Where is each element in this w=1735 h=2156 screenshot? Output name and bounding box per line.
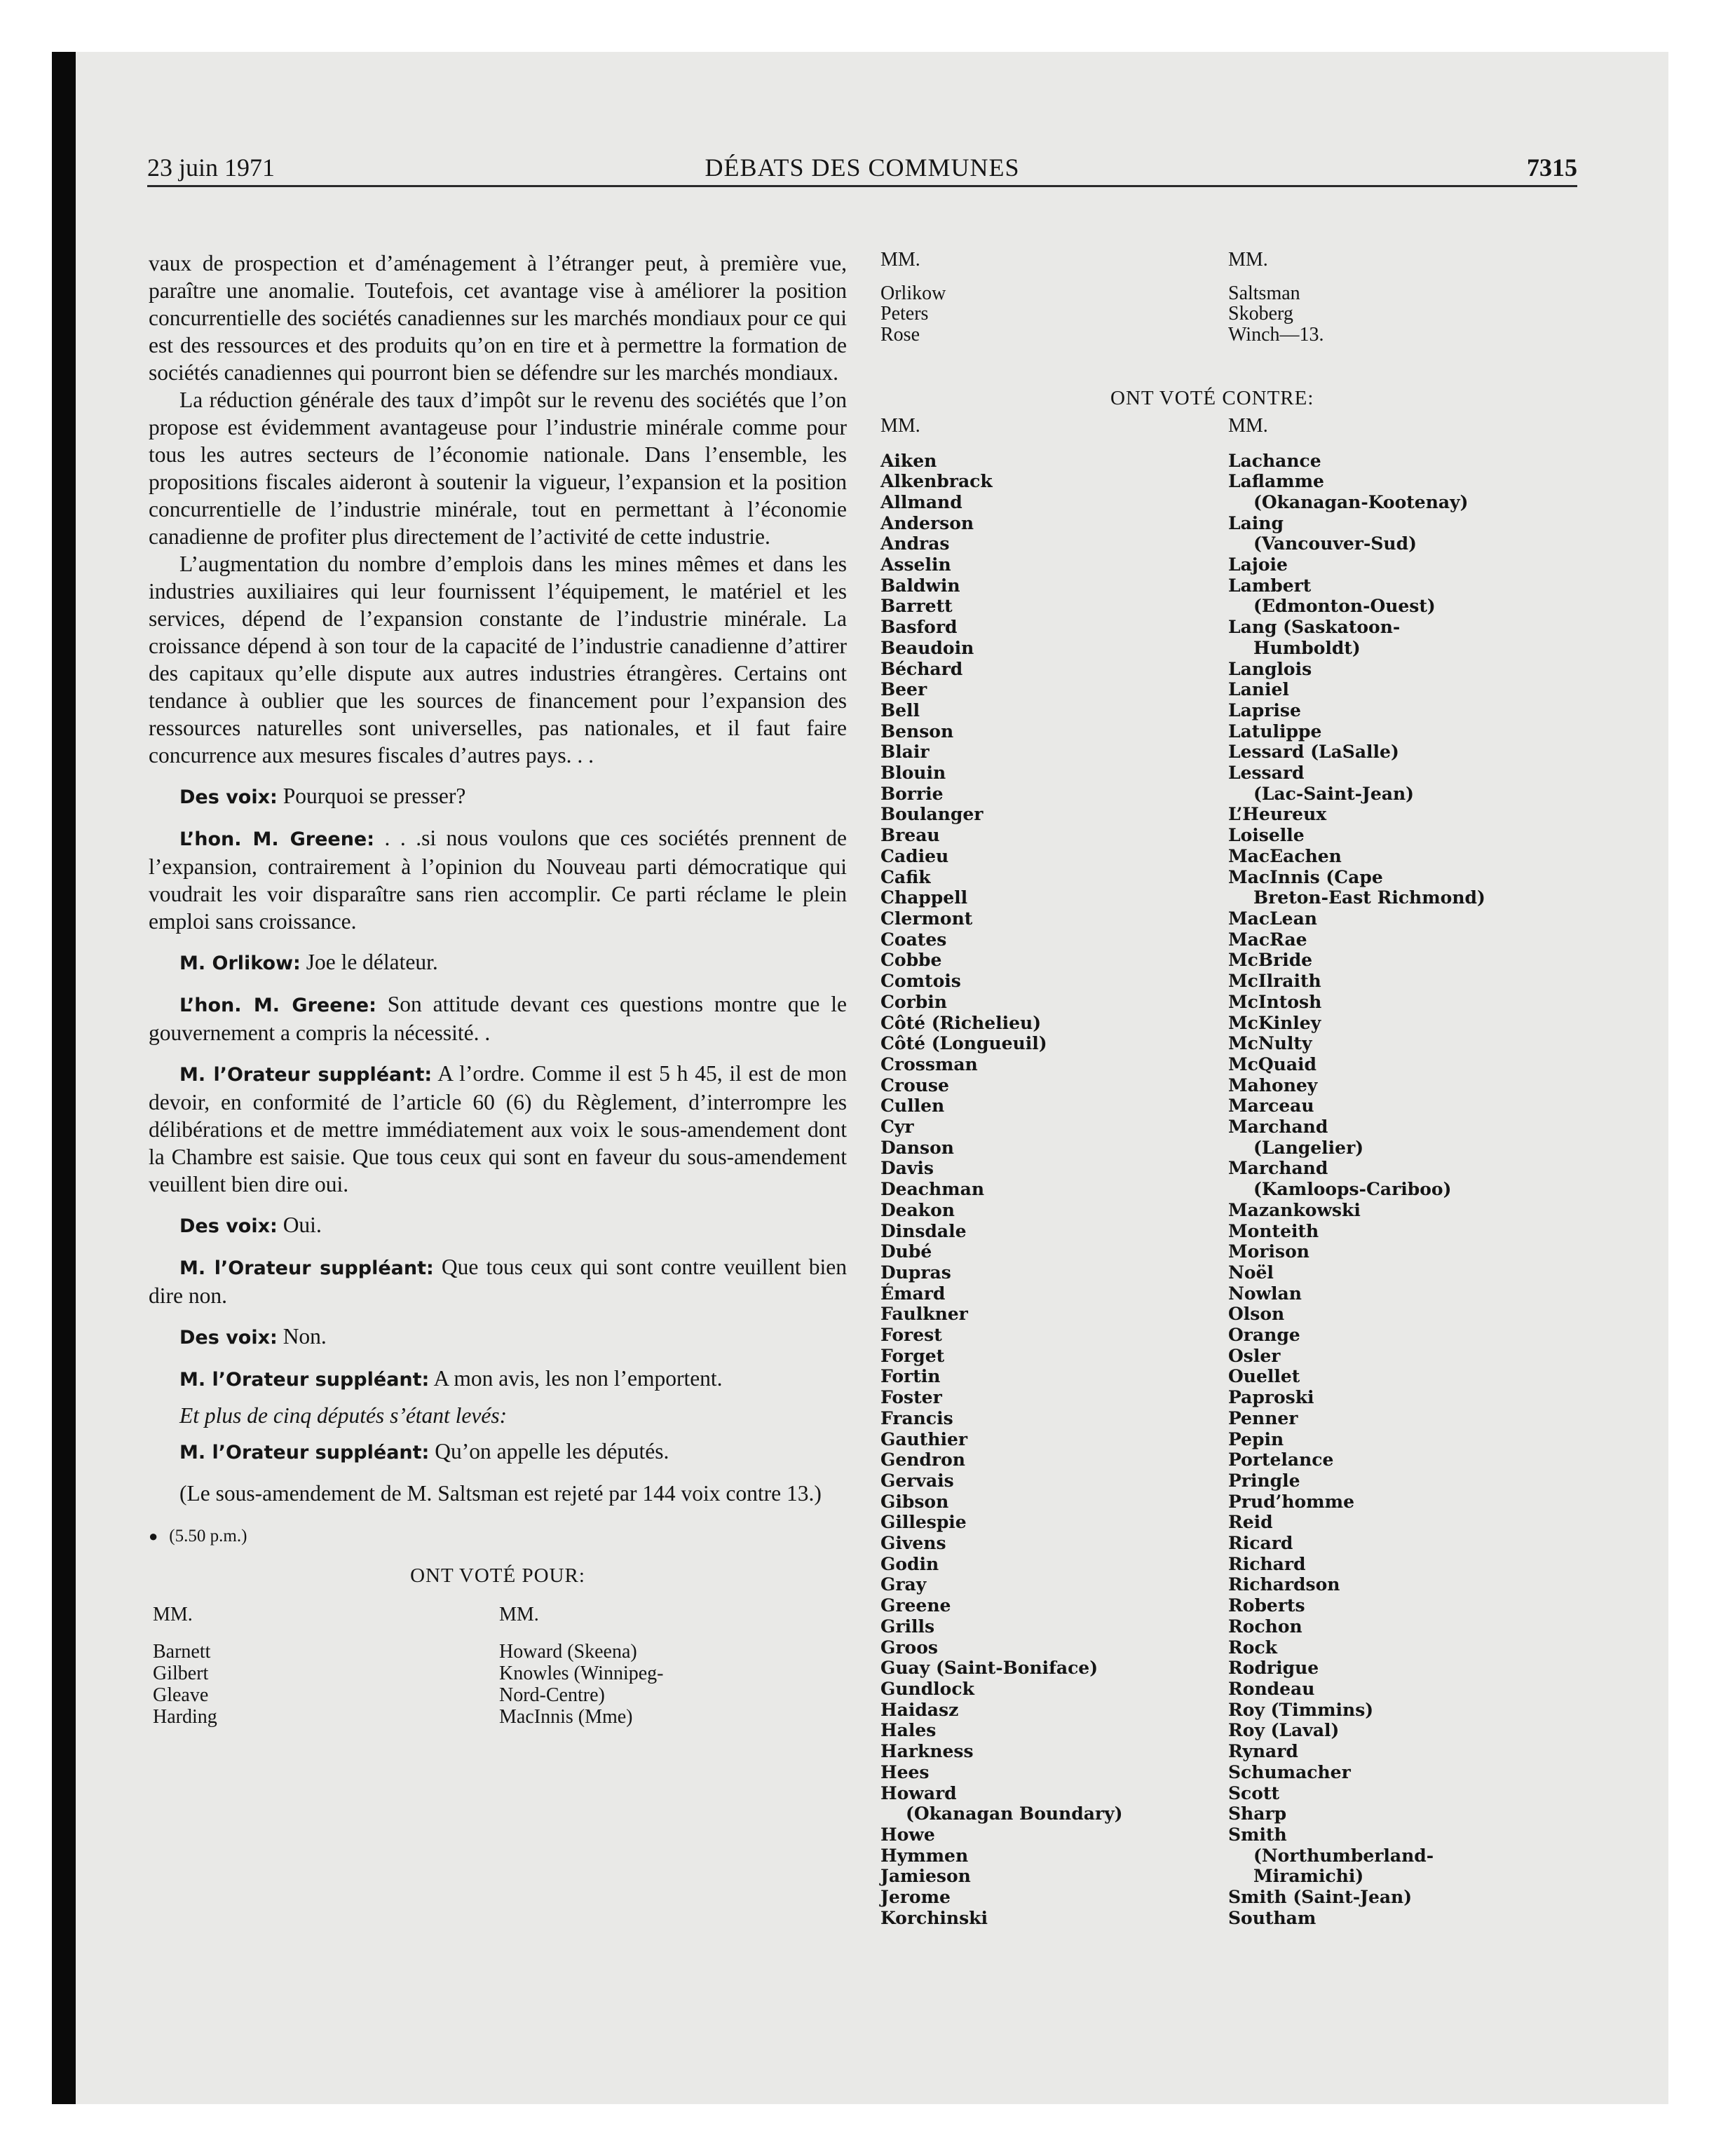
result-paragraph: (Le sous-amendement de M. Saltsman est rejeté par 144 voix contre 13.): [179, 1481, 822, 1506]
member-name: (Vancouver-Sud): [1253, 533, 1417, 554]
vote-contre-heading: ONT VOTÉ CONTRE:: [1110, 387, 1314, 409]
member-name: Morison: [1228, 1241, 1309, 1262]
member-name: Groos: [880, 1637, 938, 1658]
member-name: Orlikow: [880, 282, 946, 304]
member-name: Borrie: [880, 783, 944, 804]
member-name: MacInnis (Mme): [499, 1706, 633, 1728]
member-name: Skoberg: [1228, 303, 1293, 325]
speech: [149, 1323, 847, 1351]
speech-text: . . .si nous voulons que ces sociétés prennent de l’expansion, contrairement à l’opinion du Nouveau parti démocratique qui voudrait les voir disparaître sans rien accomplir. Ce parti réclame le plein emploi sans croissance.: [149, 826, 847, 934]
names-column-2: [1228, 250, 1485, 1928]
speech-text: Qu’on appelle les députés.: [435, 1439, 669, 1464]
member-name: Harding: [153, 1706, 217, 1728]
member-name: Davis: [880, 1158, 934, 1179]
member-name: Southam: [1228, 1907, 1316, 1928]
member-name: Dupras: [880, 1262, 951, 1283]
header-rule: [147, 185, 1577, 187]
mm-label: MM.: [153, 1604, 193, 1625]
member-name: Nowlan: [1228, 1283, 1302, 1304]
vote-pour-col-4: [1228, 283, 1485, 346]
member-name: Guay (Saint-Boniface): [880, 1658, 1098, 1679]
page-number: 7315: [1527, 153, 1577, 182]
speech-text: Joe le délateur.: [306, 950, 438, 974]
member-name: Roberts: [1228, 1595, 1305, 1616]
timestamp: ● (5.50 p.m.): [149, 1527, 247, 1546]
speech-text: A mon avis, les non l’emportent.: [433, 1366, 723, 1391]
member-name: MacLean: [1228, 908, 1317, 929]
speech: [149, 1211, 847, 1240]
member-name: Gleave: [153, 1684, 209, 1706]
member-name: Sharp: [1228, 1803, 1287, 1824]
mm-label: MM.: [880, 414, 920, 437]
member-name: Breau: [880, 825, 940, 846]
header-title: DÉBATS DES COMMUNES: [705, 153, 1020, 182]
member-name: Smith: [1228, 1824, 1287, 1845]
member-name: Gillespie: [880, 1512, 967, 1533]
member-name: Baldwin: [880, 575, 960, 596]
member-name: Roy (Timmins): [1228, 1699, 1374, 1720]
member-name: Danson: [880, 1137, 954, 1158]
member-name: Crouse: [880, 1074, 949, 1096]
paragraph: L’augmentation du nombre d’emplois dans les mines mêmes et dans les industries auxiliaires qui leur fournissent l’équipement, le matériel et les services, dépend de l’expansion constante de l’industrie minérale. La croissance dépend à son tour de la capacité de l’industrie canadienne d’attirer des capitaux qu’elle dispute aux autres industries étrangères. Certains ont tendance à oublier que les sources de financement pour l’expansion des ressources naturelles sont universelles, pas nationales, et il faut faire concurrence aux mesures fiscales d’autres pays. . .: [149, 552, 847, 767]
speech: [149, 1438, 847, 1466]
member-name: Hales: [880, 1720, 937, 1741]
member-name: Pringle: [1228, 1470, 1300, 1491]
member-name: Gendron: [880, 1449, 965, 1471]
member-name: (Northumberland-: [1253, 1845, 1434, 1866]
member-name: Monteith: [1228, 1220, 1319, 1241]
member-name: Laniel: [1228, 679, 1289, 700]
member-name: Barnett: [153, 1641, 211, 1663]
member-name: Ouellet: [1228, 1366, 1300, 1387]
member-name: Winch—13.: [1228, 324, 1324, 346]
member-name: Forest: [880, 1325, 942, 1346]
member-name: Howard: [880, 1782, 957, 1803]
member-name: Hees: [880, 1761, 930, 1782]
member-name: MacInnis (Cape: [1228, 866, 1383, 887]
speaker: M. l’Orateur suppléant:: [179, 1064, 433, 1086]
member-name: Rynard: [1228, 1741, 1298, 1762]
member-name: Lang (Saskatoon-: [1228, 617, 1401, 638]
speech: [149, 1060, 847, 1198]
member-name: Gauthier: [880, 1428, 968, 1449]
member-name: Lessard (LaSalle): [1228, 742, 1399, 763]
member-name: Basford: [880, 617, 958, 638]
italic-text: Et plus de cinq députés s’étant levés:: [179, 1403, 508, 1428]
vote-pour-col-3: [880, 283, 1122, 346]
member-name: Peters: [880, 303, 929, 325]
speaker: M. l’Orateur suppléant:: [179, 1442, 430, 1464]
speaker: M. l’Orateur suppléant:: [179, 1257, 434, 1279]
member-name: Anderson: [880, 512, 974, 533]
vote-pour-col-2: [499, 1604, 808, 1728]
member-name: Jamieson: [880, 1866, 971, 1887]
member-name: Boulanger: [880, 804, 984, 825]
speech: [149, 782, 847, 811]
member-name: (Lac-Saint-Jean): [1253, 783, 1414, 804]
stage-direction: [149, 1402, 847, 1429]
page-header: [147, 153, 1577, 188]
member-name: Crossman: [880, 1053, 978, 1074]
speech: [149, 948, 847, 977]
member-name: McNulty: [1228, 1033, 1312, 1054]
member-name: Roy (Laval): [1228, 1720, 1340, 1741]
member-name: Breton-East Richmond): [1253, 887, 1485, 908]
member-name: Orange: [1228, 1325, 1300, 1346]
member-name: Nord-Centre): [499, 1684, 605, 1706]
member-name: Foster: [880, 1387, 942, 1408]
member-name: Richardson: [1228, 1574, 1340, 1595]
vote-pour-heading: ONT VOTÉ POUR:: [410, 1564, 585, 1587]
member-name: Rochon: [1228, 1616, 1302, 1637]
member-name: McKinley: [1228, 1012, 1321, 1033]
member-name: Corbin: [880, 991, 947, 1012]
member-name: Béchard: [880, 658, 963, 679]
speech: [149, 1253, 847, 1309]
member-name: Andras: [880, 533, 950, 554]
member-name: Paproski: [1228, 1387, 1314, 1408]
member-name: Forget: [880, 1345, 945, 1366]
speaker: M. Orlikow:: [179, 953, 301, 974]
member-name: Deakon: [880, 1199, 955, 1220]
member-name: Gundlock: [880, 1679, 974, 1699]
mm-label: MM.: [880, 249, 920, 271]
member-name: Givens: [880, 1533, 946, 1554]
mm-label: MM.: [1228, 414, 1268, 437]
header-date: 23 juin 1971: [147, 153, 275, 182]
member-name: Mahoney: [1228, 1074, 1318, 1096]
member-name: Marchand: [1228, 1158, 1328, 1179]
member-name: Smith (Saint-Jean): [1228, 1887, 1413, 1908]
member-name: Olson: [1228, 1304, 1285, 1325]
speaker: Des voix:: [179, 1327, 278, 1349]
member-name: Cyr: [880, 1117, 914, 1138]
member-name: Clermont: [880, 908, 973, 929]
member-name: Côté (Longueuil): [880, 1033, 1047, 1054]
member-name: Langlois: [1228, 658, 1312, 679]
member-name: Jerome: [880, 1887, 951, 1908]
bullet-icon: ●: [149, 1527, 158, 1545]
member-name: (Okanagan Boundary): [906, 1803, 1123, 1824]
member-name: Émard: [880, 1283, 946, 1304]
speech-text: Non.: [283, 1324, 327, 1349]
member-name: Saltsman: [1228, 282, 1300, 304]
member-name: Miramichi): [1253, 1866, 1364, 1887]
member-name: Loiselle: [1228, 825, 1305, 846]
member-name: Noël: [1228, 1262, 1274, 1283]
member-name: Benson: [880, 721, 954, 742]
paragraph: vaux de prospection et d’aménagement à l’étranger peut, à première vue, paraître une anomalie. Toutefois, cet avantage vise à améliorer la position concurrentielle des sociétés canadiennes sur les marchés mondiaux pour ce qui est des ressources et des produits qu’on en tire et à permettre la formation de sociétés canadiennes qui pourront bien se défendre sur les marchés mondiaux.: [149, 251, 847, 385]
member-name: Deachman: [880, 1179, 985, 1200]
member-name: Rose: [880, 324, 920, 346]
left-text-column: [149, 250, 847, 1737]
member-name: Alkenbrack: [880, 471, 993, 492]
member-name: Schumacher: [1228, 1761, 1351, 1782]
member-name: Mazankowski: [1228, 1199, 1361, 1220]
member-name: Faulkner: [880, 1304, 968, 1325]
member-name: Harkness: [880, 1741, 974, 1762]
member-name: (Edmonton-Ouest): [1253, 596, 1436, 617]
member-name: Rondeau: [1228, 1679, 1315, 1699]
member-name: Pepin: [1228, 1428, 1284, 1449]
names-column-1: [880, 250, 1122, 1928]
member-name: Aiken: [880, 450, 937, 471]
member-name: Laflamme: [1228, 471, 1324, 492]
member-name: Comtois: [880, 971, 961, 992]
member-name: Lambert: [1228, 575, 1312, 596]
member-name: Osler: [1228, 1345, 1281, 1366]
speech-text: Son attitude devant ces questions montre que le gouvernement a compris la nécessité. .: [149, 992, 848, 1045]
member-name: McQuaid: [1228, 1053, 1317, 1074]
member-name: Lessard: [1228, 763, 1305, 784]
member-name: Beer: [880, 679, 927, 700]
member-name: Haidasz: [880, 1699, 959, 1720]
member-name: Laprise: [1228, 700, 1301, 721]
member-name: McIlraith: [1228, 971, 1321, 992]
member-name: Howard (Skeena): [499, 1641, 637, 1663]
speaker: M. l’Orateur suppléant:: [179, 1369, 430, 1391]
member-name: Blouin: [880, 763, 946, 784]
paragraph: La réduction générale des taux d’impôt sur le revenu des sociétés que l’on propose est évidemment avantageuse pour l’industrie minérale comme pour tous les autres secteurs de l’économie nationale. Dans l’ensemble, les propositions fiscales aideront à soutenir la vigueur, l’expansion et la position concurrentielle de l’industrie minérale, tout en permettant à l’économie canadienne de profiter plus directement de l’activité de cette industrie.: [149, 388, 847, 549]
member-name: Chappell: [880, 887, 968, 908]
vote-pour-list: [149, 1604, 847, 1737]
member-name: MacEachen: [1228, 845, 1342, 866]
speech: [149, 1365, 847, 1393]
member-name: (Kamloops-Cariboo): [1253, 1179, 1452, 1200]
member-name: Cullen: [880, 1096, 945, 1117]
member-name: Bell: [880, 700, 920, 721]
member-name: Fortin: [880, 1366, 941, 1387]
member-name: Richard: [1228, 1553, 1306, 1574]
member-name: Cobbe: [880, 950, 942, 971]
speech-text: A l’ordre. Comme il est 5 h 45, il est de mon devoir, en conformité de l’article 60 (6) du Règlement, d’interrompre les délibérations et de mettre immédiatement aux voix le sous-amendement dont la Chambre est saisie. Que tous ceux qui sont en faveur du sous-amendement veuillent bien dire oui.: [149, 1061, 847, 1196]
member-name: Knowles (Winnipeg-: [499, 1663, 664, 1684]
vote-contre-col-4: [1228, 451, 1485, 1929]
member-name: McBride: [1228, 950, 1313, 971]
speaker: Des voix:: [179, 1215, 278, 1237]
member-name: (Langelier): [1253, 1137, 1364, 1158]
member-name: Latulippe: [1228, 721, 1322, 742]
member-name: Prud’homme: [1228, 1491, 1354, 1512]
speaker: Des voix:: [179, 786, 278, 808]
member-name: Gray: [880, 1574, 927, 1595]
speech: [149, 990, 847, 1046]
speech: [149, 824, 847, 935]
member-name: Barrett: [880, 596, 953, 617]
member-name: Ricard: [1228, 1533, 1293, 1554]
member-name: L’Heureux: [1228, 804, 1327, 825]
vote-contre-col-3: [880, 451, 1122, 1929]
member-name: Humboldt): [1253, 637, 1361, 658]
member-name: Allmand: [880, 491, 962, 512]
member-name: Rock: [1228, 1637, 1277, 1658]
member-name: (Okanagan-Kootenay): [1253, 491, 1469, 512]
member-name: McIntosh: [1228, 991, 1322, 1012]
member-name: Francis: [880, 1407, 953, 1428]
member-name: Penner: [1228, 1407, 1298, 1428]
member-name: Cadieu: [880, 845, 949, 866]
speech-text: Pourquoi se presser?: [283, 784, 466, 808]
member-name: Gilbert: [153, 1663, 209, 1684]
member-name: Scott: [1228, 1782, 1280, 1803]
member-name: Howe: [880, 1824, 935, 1845]
member-name: Rodrigue: [1228, 1658, 1319, 1679]
member-name: Laing: [1228, 512, 1284, 533]
member-name: Portelance: [1228, 1449, 1334, 1471]
member-name: Cafik: [880, 866, 931, 887]
member-name: Grills: [880, 1616, 935, 1637]
member-name: Lajoie: [1228, 554, 1288, 575]
member-name: Marchand: [1228, 1117, 1328, 1138]
member-name: Gibson: [880, 1491, 949, 1512]
member-name: Asselin: [880, 554, 951, 575]
member-name: Korchinski: [880, 1907, 988, 1928]
binding-edge: [52, 52, 76, 2104]
member-name: Coates: [880, 929, 947, 950]
member-name: Dubé: [880, 1241, 932, 1262]
member-name: Reid: [1228, 1512, 1273, 1533]
mm-label: MM.: [499, 1604, 539, 1625]
speech-text: Oui.: [283, 1213, 322, 1237]
member-name: Côté (Richelieu): [880, 1012, 1042, 1033]
member-name: Blair: [880, 742, 930, 763]
member-name: Marceau: [1228, 1096, 1314, 1117]
member-name: Godin: [880, 1553, 939, 1574]
member-name: Greene: [880, 1595, 951, 1616]
member-name: Lachance: [1228, 450, 1321, 471]
speech-text: Que tous ceux qui sont contre veuillent bien dire non.: [149, 1255, 847, 1308]
speaker: L’hon. M. Greene:: [179, 995, 376, 1016]
member-name: Beaudoin: [880, 637, 974, 658]
vote-pour-col-1: [153, 1604, 461, 1728]
member-name: Dinsdale: [880, 1220, 967, 1241]
member-name: Hymmen: [880, 1845, 969, 1866]
member-name: Gervais: [880, 1470, 954, 1491]
member-name: MacRae: [1228, 929, 1307, 950]
mm-label: MM.: [1228, 249, 1268, 271]
speaker: L’hon. M. Greene:: [179, 828, 375, 850]
